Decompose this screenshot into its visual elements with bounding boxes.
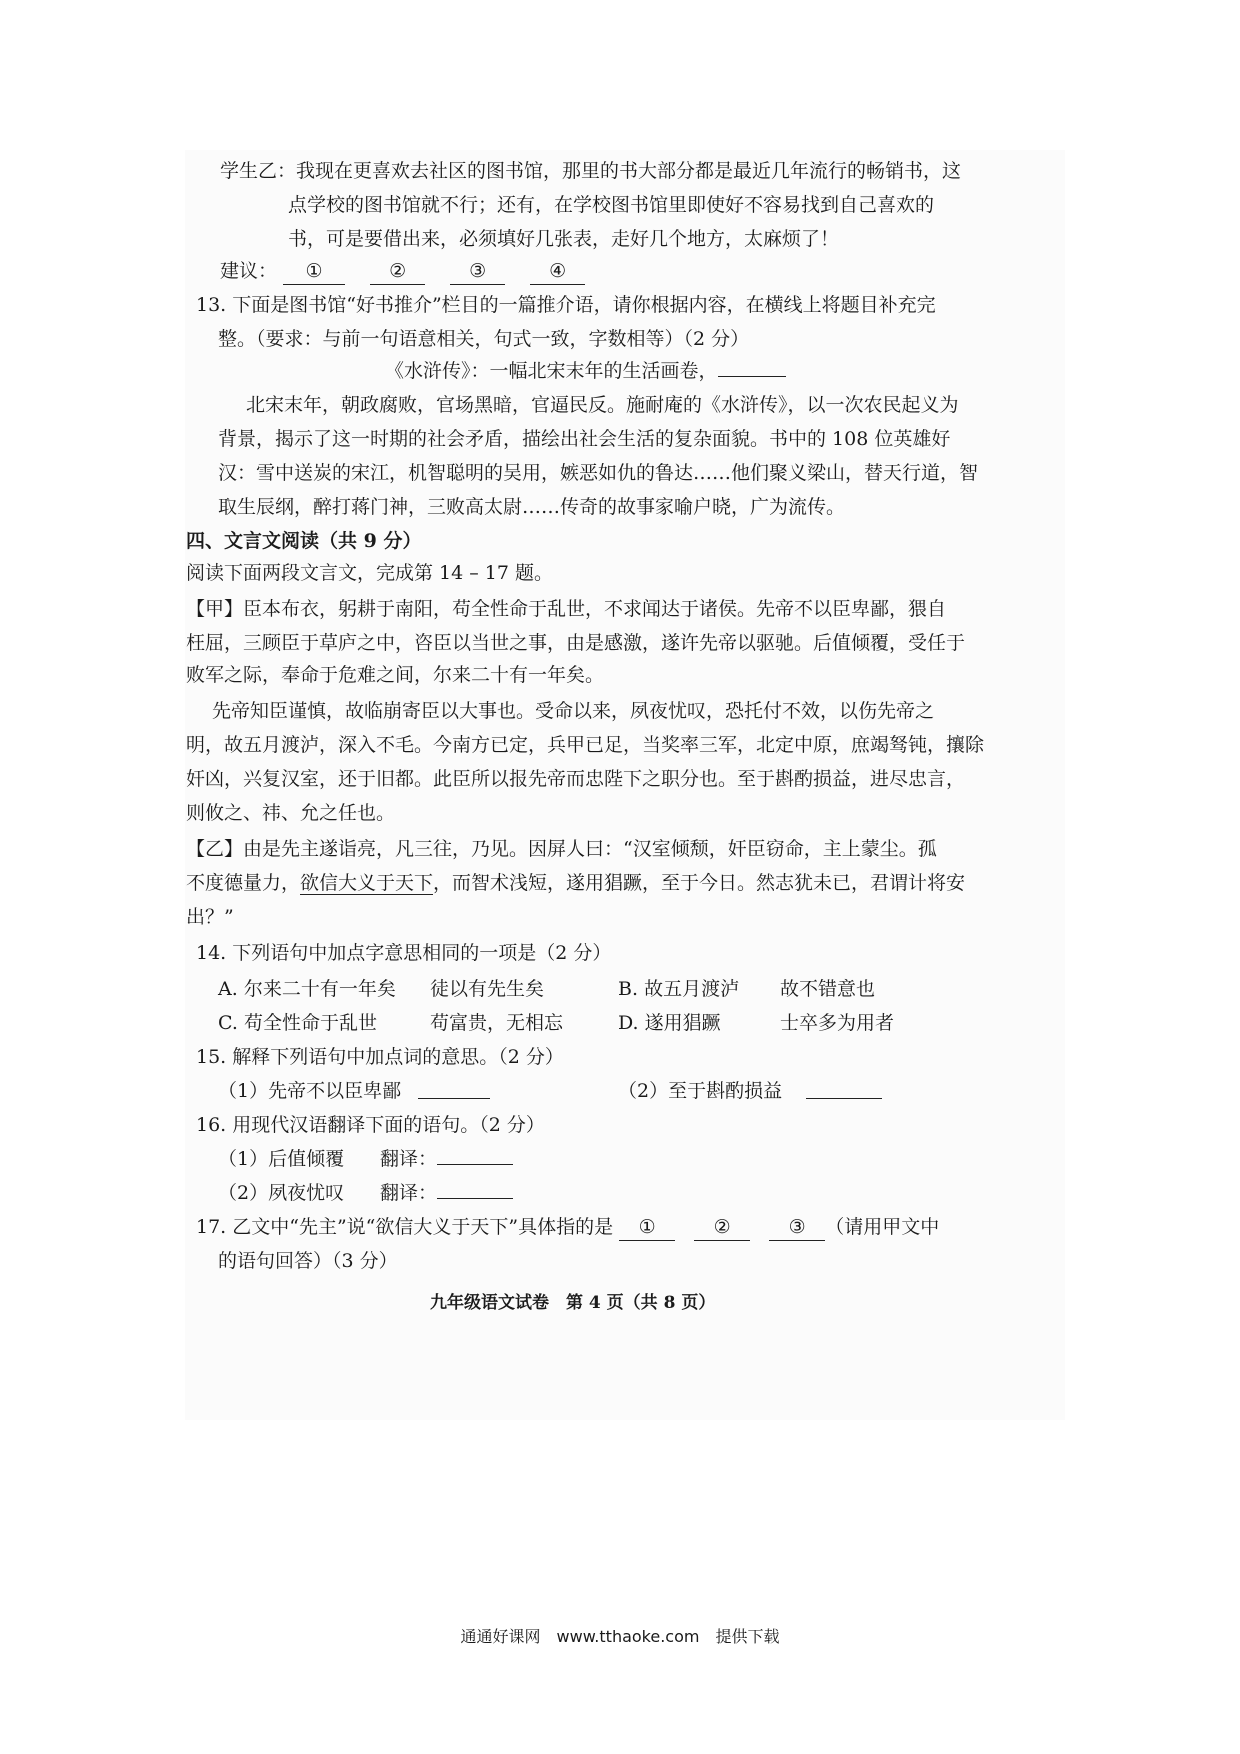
yi-line-3: 出？” — [186, 906, 234, 928]
suggestion-blank-2[interactable]: ② — [370, 258, 425, 285]
jia-line-3: 败军之际，奉命于危难之间，尔来二十有一年矣。 — [186, 664, 605, 686]
q13-title-blank[interactable] — [718, 376, 786, 377]
underlined-phrase: 欲信大义于天下 — [300, 872, 434, 894]
q13-passage-line-3: 汉：雪中送炭的宋江，机智聪明的吴用，嫉恶如仇的鲁达……他们聚义梁山，替天行道，智 — [218, 462, 979, 484]
suggestion-blank-3[interactable]: ③ — [450, 258, 505, 285]
suggestion-blank-4[interactable]: ④ — [530, 258, 585, 285]
q15-answer-blank-1[interactable] — [418, 1098, 490, 1099]
q15-item-2: （2）至于斟酌损益 — [618, 1080, 783, 1102]
dialogue-line-1: 学生乙：我现在更喜欢去社区的图书馆，那里的书大部分都是最近几年流行的畅销书，这 — [220, 160, 962, 182]
q14-option-a[interactable]: A. 尔来二十有一年矣 — [218, 978, 396, 1000]
q14-option-b[interactable]: B. 故五月渡泸 — [618, 978, 740, 1000]
q16-answer-blank-2[interactable] — [437, 1198, 513, 1199]
page-footer: 九年级语文试卷 第 4 页（共 8 页） — [430, 1293, 716, 1313]
q16-stem: 16. 用现代汉语翻译下面的语句。（2 分） — [196, 1114, 545, 1136]
q14-stem: 14. 下列语句中加点字意思相同的一项是（2 分） — [196, 942, 612, 964]
q16-item-2: （2）夙夜忧叹 — [218, 1182, 345, 1204]
q14-option-d-compare: 士卒多为用者 — [780, 1012, 895, 1034]
q13-stem-line-1: 13. 下面是图书馆“好书推介”栏目的一篇推介语，请你根据内容，在横线上将题目补充完 — [196, 294, 936, 316]
jia-line-4: 先帝知臣谨慎，故临崩寄臣以大事也。受命以来，夙夜忧叹，恐托付不效，以伤先帝之 — [212, 700, 935, 722]
jia-line-1: 【甲】臣本布衣，躬耕于南阳，苟全性命于乱世，不求闻达于诸侯。先帝不以臣卑鄙，猥自 — [186, 598, 947, 620]
jia-line-7: 则攸之、祎、允之任也。 — [186, 802, 396, 824]
q13-stem-line-2: 整。（要求：与前一句语意相关，句式一致，字数相等）（2 分） — [218, 328, 750, 350]
q14-option-b-compare: 故不错意也 — [780, 978, 876, 1000]
jia-line-2: 枉屈，三顾臣于草庐之中，咨臣以当世之事，由是感激，遂许先帝以驱驰。后值倾覆，受任于 — [186, 632, 966, 654]
q15-item-1: （1）先帝不以臣卑鄙 — [218, 1080, 402, 1102]
q14-option-c[interactable]: C. 苟全性命于乱世 — [218, 1012, 377, 1034]
q16-translate-label-1: 翻译： — [380, 1146, 513, 1172]
q15-stem: 15. 解释下列语句中加点词的意思。（2 分） — [196, 1046, 564, 1068]
q15-answer-blank-2[interactable] — [806, 1098, 882, 1099]
jia-line-5: 明，故五月渡泸，深入不毛。今南方已定，兵甲已足，当奖率三军，北定中原，庶竭驽钝，攘除 — [186, 734, 985, 756]
section-4-heading: 四、文言文阅读（共 9 分） — [186, 530, 422, 552]
q17-blank-3[interactable]: ③ — [769, 1214, 825, 1241]
q16-answer-blank-1[interactable] — [437, 1164, 513, 1165]
q16-item-1: （1）后值倾覆 — [218, 1148, 345, 1170]
section-4-intro: 阅读下面两段文言文，完成第 14 – 17 题。 — [186, 562, 554, 584]
q13-passage-line-4: 取生辰纲，醉打蒋门神，三败高太尉……传奇的故事家喻户晓，广为流传。 — [218, 496, 846, 518]
q14-option-c-compare: 苟富贵，无相忘 — [430, 1012, 564, 1034]
yi-line-1: 【乙】由是先主遂诣亮，凡三往，乃见。因屏人曰：“汉室倾颓，奸臣窃命，主上蒙尘。孤 — [186, 838, 937, 860]
yi-line-2: 不度德量力，欲信大义于天下，而智术浅短，遂用猖蹶，至于今日。然志犹未已，君谓计将安 — [186, 872, 966, 894]
q17-stem-line-1: 17. 乙文中“先主”说“欲信大义于天下”具体指的是 ① ② ③ （请用甲文中 — [196, 1214, 939, 1241]
suggestion-blank-1[interactable]: ① — [283, 258, 345, 285]
suggestion-row: 建议： ① ② ③ ④ — [220, 258, 585, 285]
q17-blank-2[interactable]: ② — [694, 1214, 750, 1241]
q16-translate-label-2: 翻译： — [380, 1180, 513, 1206]
site-footer: 通通好课网 www.tthaoke.com 提供下载 — [460, 1627, 780, 1646]
dialogue-line-3: 书，可是要借出来，必须填好几张表，走好几个地方，太麻烦了！ — [288, 228, 840, 250]
q17-blank-1[interactable]: ① — [619, 1214, 675, 1241]
jia-line-6: 奸凶，兴复汉室，还于旧都。此臣所以报先帝而忠陛下之职分也。至于斟酌损益，进尽忠言， — [186, 768, 966, 790]
q14-option-a-compare: 徒以有先生矣 — [430, 978, 545, 1000]
q13-book-title: 《水浒传》：一幅北宋末年的生活画卷， — [385, 358, 786, 384]
dialogue-line-2: 点学校的图书馆就不行；还有，在学校图书馆里即使好不容易找到自己喜欢的 — [288, 194, 935, 216]
q14-option-d[interactable]: D. 遂用猖蹶 — [618, 1012, 721, 1034]
q13-passage-line-1: 北宋末年，朝政腐败，官场黑暗，官逼民反。施耐庵的《水浒传》，以一次农民起义为 — [246, 394, 959, 416]
q13-passage-line-2: 背景，揭示了这一时期的社会矛盾，描绘出社会生活的复杂面貌。书中的 108 位英雄好 — [218, 428, 951, 450]
q17-stem-line-2: 的语句回答）（3 分） — [218, 1250, 398, 1272]
